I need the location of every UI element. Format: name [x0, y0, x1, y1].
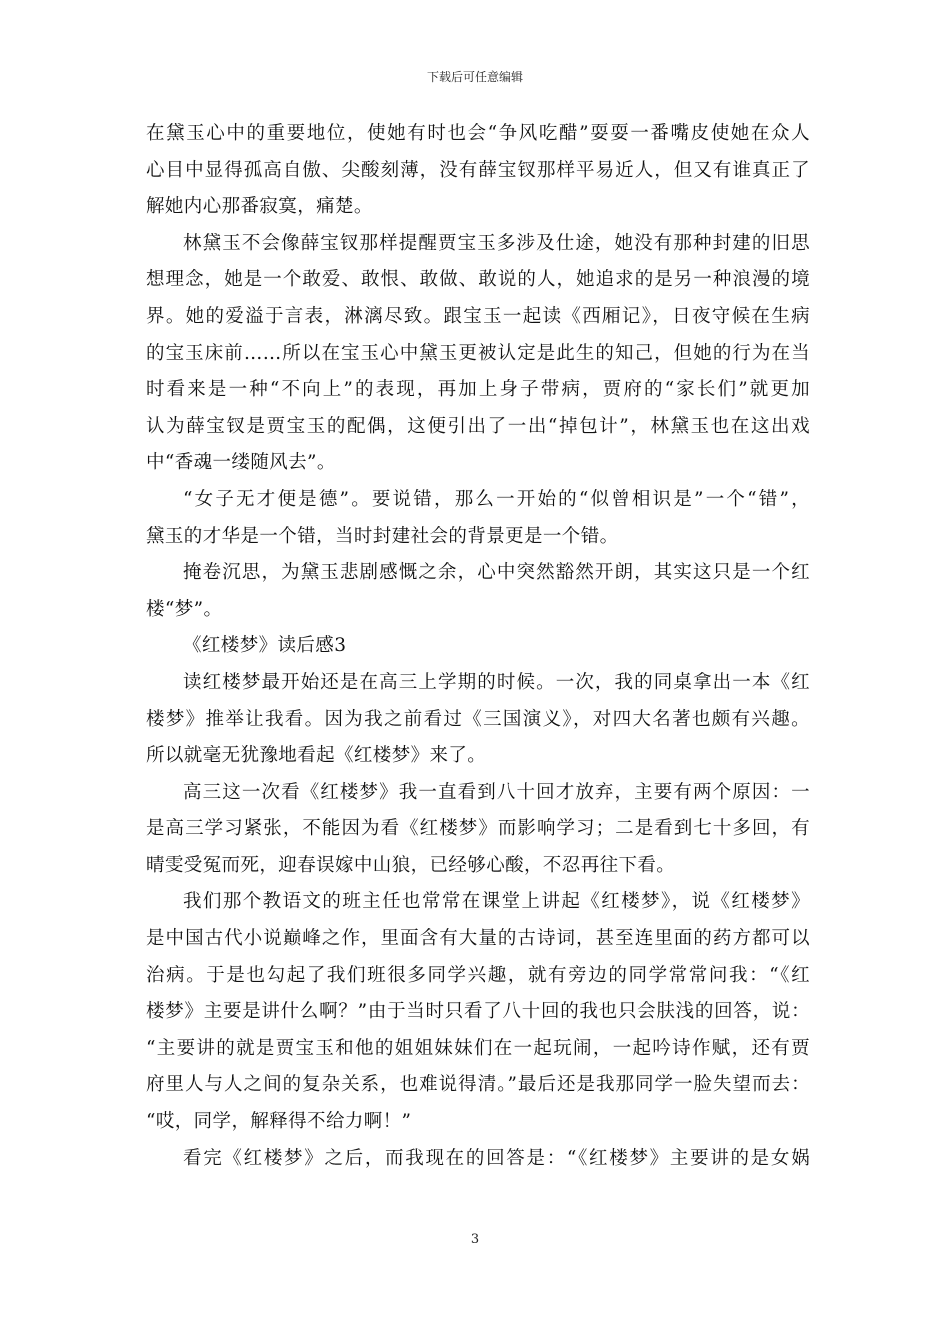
- text-line: 黛玉的才华是一个错，当时封建社会的背景更是一个错。: [146, 525, 619, 547]
- text-line: 掩卷沉思，为黛玉悲剧感慨之余，心中突然豁然开朗，其实这只是一个红: [183, 562, 810, 584]
- text-line: 解她内心那番寂寞，痛楚。: [146, 196, 373, 218]
- text-line: 界。她的爱溢于言表，淋漓尽致。跟宝玉一起读《西厢记》，日夜守候在生病: [146, 305, 810, 327]
- text-line: 所以就毫无犹豫地看起《红楼梦》来了。: [146, 745, 487, 767]
- text-line: 时看来是一种“不向上”的表现，再加上身子带病，贾府的“家长们”就更加: [146, 379, 810, 401]
- text-line: “女子无才便是德”。要说错，那么一开始的“似曾相识是”一个“错”，: [183, 488, 810, 510]
- page-header: 下载后可任意编辑: [426, 70, 523, 84]
- text-line: 高三这一次看《红楼梦》我一直看到八十回才放弃，主要有两个原因：一: [183, 781, 810, 803]
- text-line: 府里人与人之间的复杂关系，也难说得清。”最后还是我那同学一脸失望而去：: [146, 1074, 810, 1096]
- text-line: 楼“梦”。: [146, 598, 223, 620]
- text-line: 是中国古代小说巅峰之作，里面含有大量的古诗词，甚至连里面的药方都可以: [146, 928, 810, 950]
- text-line: 我们那个教语文的班主任也常常在课堂上讲起《红楼梦》，说《红楼梦》: [183, 891, 810, 913]
- text-line: 中“香魂一缕随风去”。: [146, 452, 336, 474]
- text-line: “主要讲的就是贾宝玉和他的姐姐妹妹们在一起玩闹，一起吟诗作赋，还有贾: [146, 1037, 810, 1059]
- text-line: 楼梦》主要是讲什么啊？”由于当时只看了八十回的我也只会肤浅的回答，说：: [146, 1001, 810, 1023]
- text-line: 心目中显得孤高自傲、尖酸刻薄，没有薛宝钗那样平易近人，但又有谁真正了: [146, 159, 810, 181]
- text-line: “哎，同学，解释得不给力啊！”: [146, 1111, 412, 1133]
- text-line: 读红楼梦最开始还是在高三上学期的时候。一次，我的同桌拿出一本《红: [183, 671, 810, 693]
- text-line: 看完《红楼梦》之后，而我现在的回答是：“《红楼梦》主要讲的是女娲: [183, 1147, 810, 1169]
- document-body: [146, 116, 810, 1177]
- text-line: 治病。于是也勾起了我们班很多同学兴趣，就有旁边的同学常常问我：“《红: [146, 964, 810, 986]
- text-line: 想理念，她是一个敢爱、敢恨、敢做、敢说的人，她追求的是另一种浪漫的境: [146, 269, 810, 291]
- text-line: 在黛玉心中的重要地位，使她有时也会“争风吃醋”耍耍一番嘴皮使她在众人: [146, 123, 810, 144]
- section-heading: 《红楼梦》读后感3: [183, 635, 347, 657]
- text-line: 林黛玉不会像薛宝钗那样提醒贾宝玉多涉及仕途，她没有那种封建的旧思: [183, 232, 810, 254]
- text-line: 认为薛宝钗是贾宝玉的配偶，这便引出了一出“掉包计”，林黛玉也在这出戏: [146, 415, 810, 437]
- text-line: 晴雯受冤而死，迎春误嫁中山狼，已经够心酸，不忍再往下看。: [146, 854, 676, 876]
- text-line: 是高三学习紧张，不能因为看《红楼梦》而影响学习；二是看到七十多回，有: [146, 818, 810, 840]
- text-line: 楼梦》推举让我看。因为我之前看过《三国演义》，对四大名著也颇有兴趣。: [146, 708, 810, 730]
- text-line: 的宝玉床前……所以在宝玉心中黛玉更被认定是此生的知己，但她的行为在当: [146, 342, 810, 364]
- page-number: 3: [470, 1232, 480, 1247]
